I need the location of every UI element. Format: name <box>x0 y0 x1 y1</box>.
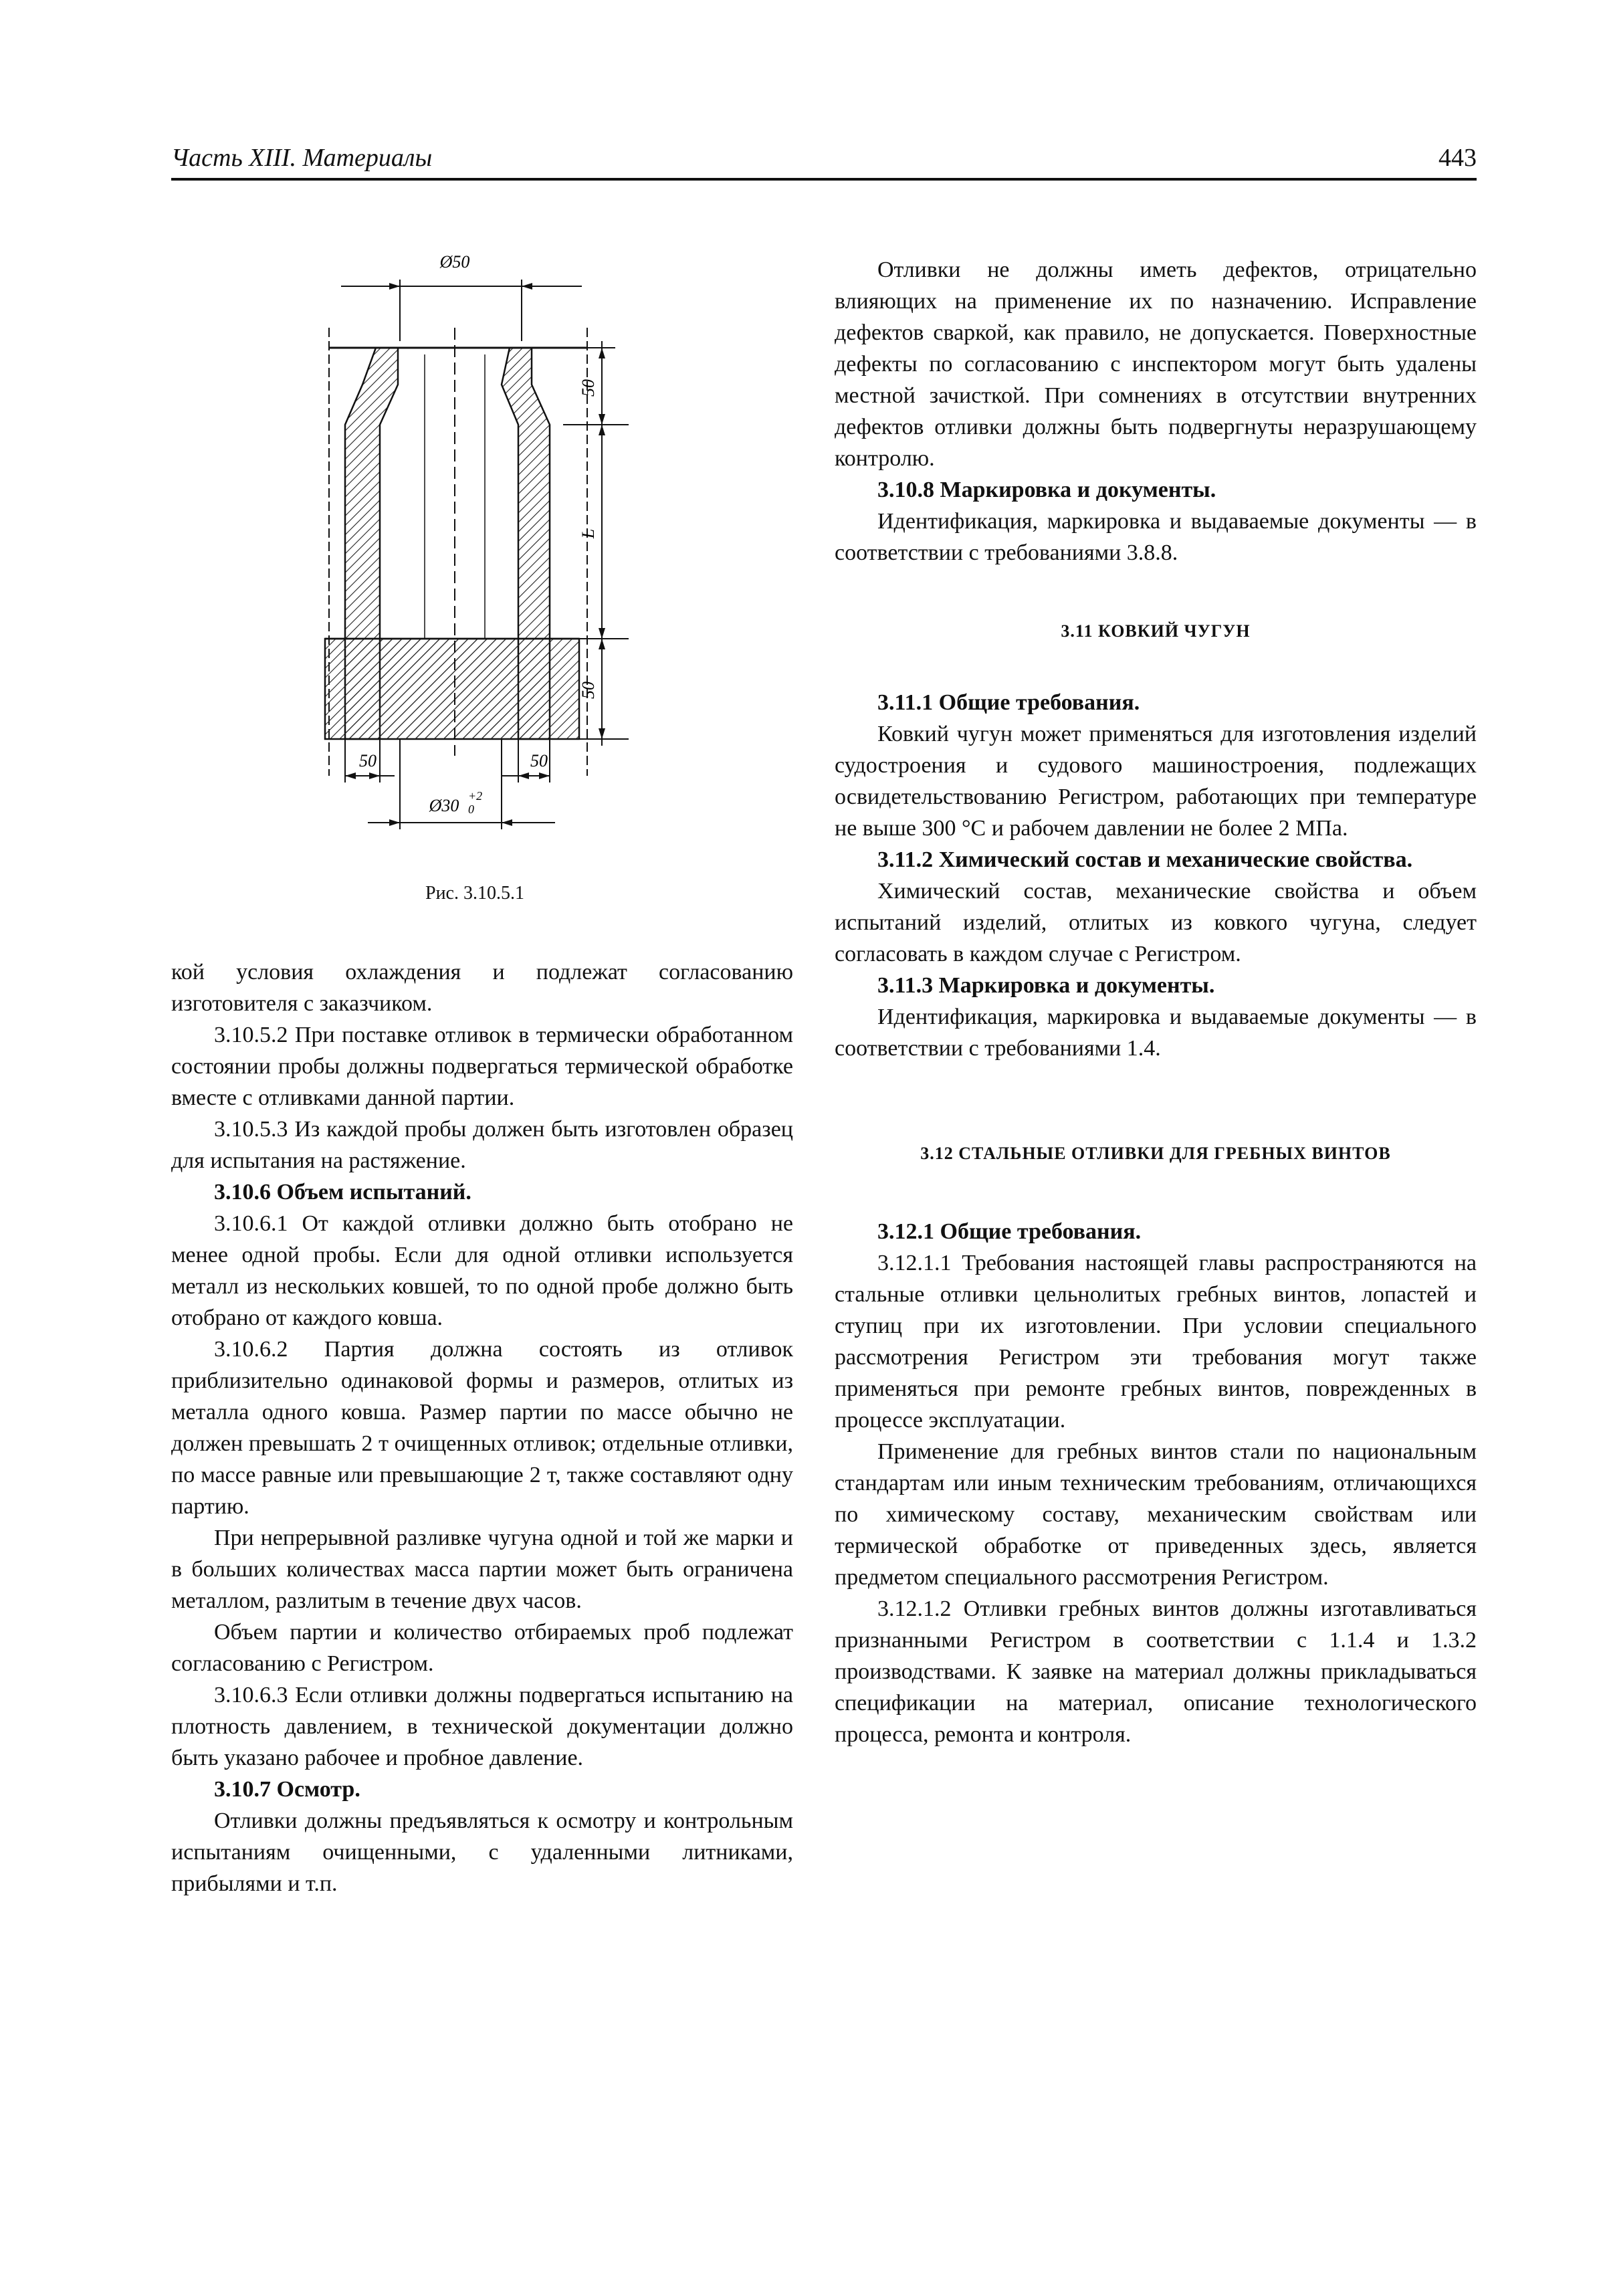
figure-caption: Рис. 3.10.5.1 <box>425 883 524 904</box>
chapter-title: 3.12 СТАЛЬНЫЕ ОТЛИВКИ ДЛЯ ГРЕБНЫХ ВИНТОВ <box>920 1144 1391 1163</box>
clause-number: 3.10.5.2 <box>214 1023 288 1047</box>
section-heading: 3.10.7 Осмотр. <box>214 1777 360 1802</box>
section-heading: 3.11.3 Маркировка и документы. <box>877 973 1215 998</box>
paragraph: 3.12.1.2 Отливки гребных винтов должны изготавливаться признанными Регистром в соответствии с 1.1.4 и 1.3.2 производствами. К заявке на материал должны прикладываться спецификации на материал, описание технологического процесса, ремонта и контроля. <box>835 1596 1477 1747</box>
paragraph: Химический состав, механические свойства и объем испытаний изделий, отлитых из ковкого чугуна, следует согласовать в каждом случае с Регистром. <box>835 879 1477 966</box>
page-header <box>171 140 1477 181</box>
paragraph: Идентификация, маркировка и выдаваемые документы — в соответствии с требованиями 1.4. <box>835 1005 1477 1061</box>
dim-bottom-right: 50 <box>530 751 548 770</box>
clause-number: 3.10.6.3 <box>214 1683 288 1707</box>
paragraph: 3.10.6.1 От каждой отливки должно быть отобрано не менее одной пробы. Если для одной отливки используется металл из нескольких ковшей, то по одной пробе должно быть отобрано от каждого ковша. <box>171 1211 793 1330</box>
dim-bottom-diameter-tol: +2 <box>468 789 483 803</box>
dim-bottom-diameter-tol-low: 0 <box>468 803 474 816</box>
clause-number: 3.12.1.1 <box>877 1251 952 1275</box>
dim-bottom-left: 50 <box>359 751 377 770</box>
paragraph: 3.12.1.1 Требования настоящей главы распространяются на стальные отливки цельнолитых гребных винтов, лопастей и ступиц при их изготовлении. При условии специального рассмотрения Регистром эти требования могут также применяться при ремонте гребных винтов, поврежденных в процессе эксплуатации. <box>835 1251 1477 1433</box>
paragraph: 3.10.6.3 Если отливки должны подвергаться испытанию на плотность давлением, в технической документации должно быть указано рабочее и пробное давление. <box>171 1683 793 1770</box>
page-number: 443 <box>1438 144 1477 172</box>
dim-right-top: 50 <box>578 379 598 397</box>
paragraph: 3.10.5.2 При поставке отливок в термически обработанном состоянии пробы должны подвергаться термической обработке вместе с отливками данной партии. <box>171 1023 793 1110</box>
paragraph: Ковкий чугун может применяться для изготовления изделий судостроения и судового машиностроения, подлежащих освидетельствованию Регистром, работающих при температуре не выше 300 °С и рабочем давлении не более 2 МПа. <box>835 722 1477 841</box>
section-heading: 3.11.1 Общие требования. <box>877 690 1140 715</box>
header-title: Часть XIII. Материалы <box>171 144 433 172</box>
paragraph: Отливки не должны иметь дефектов, отрицательно влияющих на применение их по назначению. Исправление дефектов сваркой, как правило, не допускается. Поверхностные дефекты по согласованию с инспектором могут быть удалены местной зачисткой. При сомнениях в отсутствии внутренних дефектов отливки должны быть подвергнуты неразрушающему контролю. <box>835 257 1477 471</box>
paragraph: Применение для гребных винтов стали по национальным стандартам или иным техническим требованиям, отличающихся по химическому составу, механическим свойствам или термической обработке от приведенных здесь, является предметом специального рассмотрения Регистром. <box>835 1439 1477 1590</box>
paragraph: Отливки должны предъявляться к осмотру и контрольным испытаниям очищенными, с удаленными литниками, прибылями и т.п. <box>171 1808 793 1896</box>
paragraph: кой условия охлаждения и подлежат согласованию изготовителя с заказчиком. <box>171 960 793 1016</box>
dim-bottom-diameter: Ø30 <box>429 796 459 815</box>
paragraph: Идентификация, маркировка и выдаваемые документы — в соответствии с требованиями 3.8.8. <box>835 509 1477 565</box>
section-heading: 3.12.1 Общие требования. <box>877 1219 1142 1244</box>
casting-drawing <box>301 247 649 876</box>
paragraph: 3.10.6.2 Партия должна состоять из отливок приблизительно одинаковой формы и размеров, отлитых из металла одного ковша. Размер партии по массе обычно не должен превышать 2 т очищенных отливок; отдельные отливки, по массе равные или превышающие 2 т, также составляют одну партию. <box>171 1337 793 1519</box>
left-column <box>171 956 793 1899</box>
paragraph: Объем партии и количество отбираемых проб подлежат согласованию с Регистром. <box>171 1620 793 1676</box>
clause-number: 3.10.6.1 <box>214 1211 288 1236</box>
clause-number: 3.10.5.3 <box>214 1117 288 1142</box>
section-heading: 3.10.8 Маркировка и документы. <box>877 478 1216 502</box>
clause-number: 3.10.6.2 <box>214 1337 288 1362</box>
paragraph: При непрерывной разливке чугуна одной и той же марки и в больших количествах масса партии может быть ограничена металлом, разлитым в течение двух часов. <box>171 1526 793 1613</box>
dim-top-diameter: Ø50 <box>439 252 470 272</box>
figure-3-10-5-1 <box>301 247 649 903</box>
dim-right-mid: L <box>578 528 598 539</box>
section-heading: 3.10.6 Объем испытаний. <box>214 1180 471 1205</box>
chapter-title: 3.11 КОВКИЙ ЧУГУН <box>1061 621 1251 641</box>
right-column <box>835 254 1477 1750</box>
section-heading: 3.11.2 Химический состав и механические свойства. <box>877 847 1413 872</box>
paragraph: 3.10.5.3 Из каждой пробы должен быть изготовлен образец для испытания на растяжение. <box>171 1117 793 1173</box>
dim-right-bottom: 50 <box>578 682 598 699</box>
clause-number: 3.12.1.2 <box>877 1596 952 1621</box>
